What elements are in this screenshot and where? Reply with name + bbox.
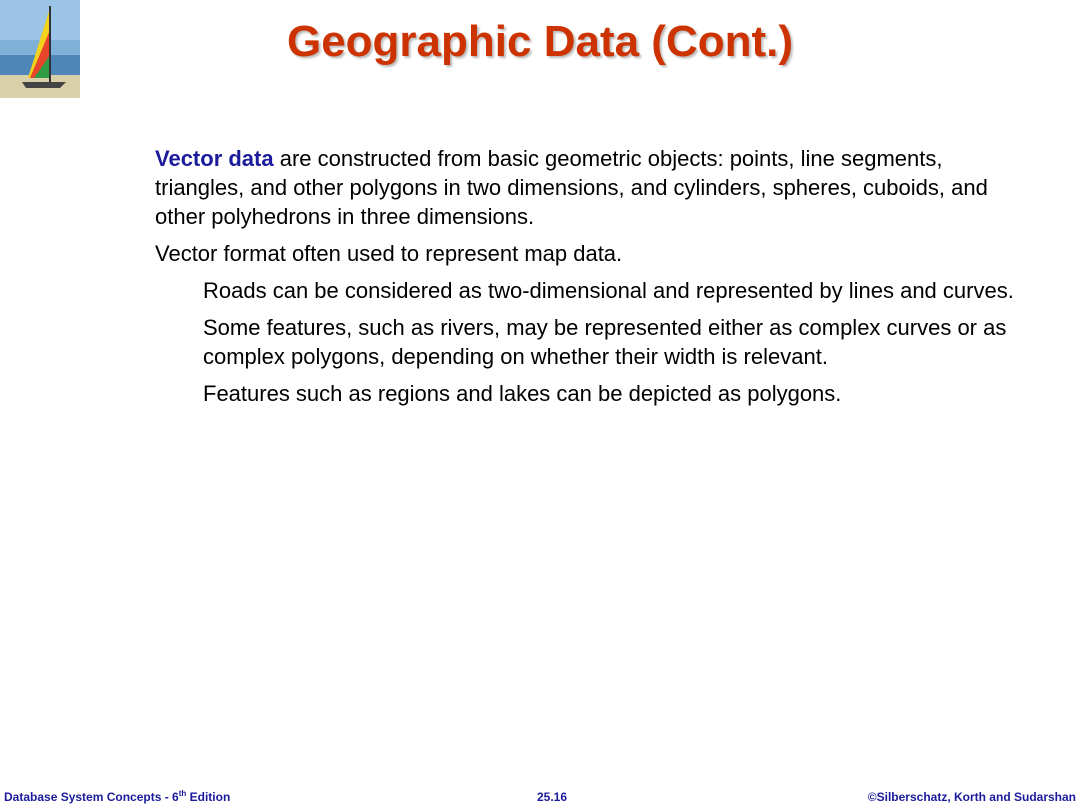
vector-data-term: Vector data (155, 146, 274, 171)
sub-bullet-rivers: Some features, such as rivers, may be represented either as complex curves or as complex polygons, depending on whether their width is relevant. (203, 315, 1007, 369)
slide-body (155, 144, 1015, 416)
slide-title: Geographic Data (Cont.) (286, 17, 794, 66)
footer-book-prefix: Database System Concepts - 6 (4, 790, 179, 804)
sub-bullet-regions: Features such as regions and lakes can be depicted as polygons. (203, 381, 842, 406)
footer-copyright: ©Silberschatz, Korth and Sudarshan (867, 790, 1076, 804)
footer-book-title (4, 790, 230, 804)
paragraph-vector-data (155, 144, 1015, 231)
footer-page-number: 25.16 (537, 790, 568, 804)
sub-bullet-roads: Roads can be considered as two-dimensional and represented by lines and curves. (203, 278, 1014, 303)
paragraph-text: are constructed from basic geometric objects: points, line segments, triangles, and other polygons in two dimensions, and cylinders, spheres, cuboids, and other polyhedrons in three dimensions. (155, 146, 988, 229)
paragraph-vector-format: Vector format often used to represent map data. (155, 241, 623, 266)
footer-book-suffix: Edition (186, 790, 231, 804)
footer-book-sup: th (178, 789, 187, 798)
